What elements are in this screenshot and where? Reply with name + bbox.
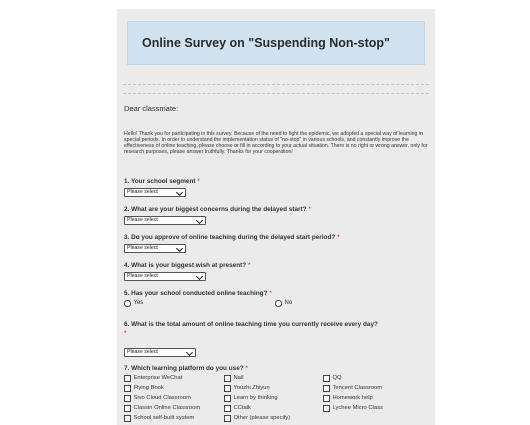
- option-qq[interactable]: [323, 375, 342, 382]
- concerns-select[interactable]: [124, 216, 206, 225]
- survey-title: Online Survey on "Suspending Non-stop": [142, 36, 390, 50]
- divider: [123, 84, 429, 85]
- select-value: Please select: [127, 273, 158, 279]
- checkbox-icon: [224, 405, 231, 412]
- question-label: 5. Has your school conducted online teaching?: [124, 290, 268, 297]
- required-mark: *: [197, 178, 200, 185]
- divider: [123, 93, 429, 94]
- option-nail[interactable]: [224, 375, 244, 382]
- chevron-down-icon: [196, 273, 203, 280]
- teaching-time-select[interactable]: [124, 348, 196, 357]
- checkbox-icon: [224, 415, 231, 422]
- option-school-self-built-system[interactable]: [124, 415, 194, 422]
- question-2: [124, 206, 311, 213]
- required-mark: *: [308, 206, 311, 213]
- chevron-down-icon: [186, 349, 193, 356]
- question-5: [124, 290, 272, 297]
- checkbox-icon: [323, 375, 330, 382]
- wish-select[interactable]: [124, 272, 206, 281]
- option-enterprise-wechat[interactable]: [124, 375, 182, 382]
- school-segment-select[interactable]: [124, 188, 186, 197]
- question-label: 2. What are your biggest concerns during the delayed start?: [124, 206, 307, 213]
- required-mark: *: [247, 262, 251, 269]
- option-label: Youzhi Zhiyun: [233, 385, 270, 392]
- select-value: Please select: [127, 349, 158, 355]
- required-mark: *: [245, 365, 248, 372]
- radio-no[interactable]: [275, 300, 292, 307]
- question-3: [124, 234, 340, 241]
- option-flying-book[interactable]: [124, 385, 164, 392]
- greeting: Dear classmate:: [124, 104, 179, 113]
- radio-yes[interactable]: [124, 300, 143, 307]
- option-label: CCtalk: [233, 405, 251, 412]
- checkbox-icon: [224, 375, 231, 382]
- option-label: School self-built system: [133, 415, 195, 422]
- required-mark: *: [269, 290, 272, 297]
- checkbox-icon: [124, 375, 131, 382]
- intro-text: Hello! Thank you for participating in this survey. Because of the need to fight the epidemic, we adopted a special way of learning in special periods. In order to understand the implementation status of "no-stop" in various schools, and constantly improve the effectiveness of online teaching, please choose or fill in according to your actual situation. There is no right or wrong answer, only for research purposes, please answer truthfully. Thanks for your cooperation!: [124, 131, 428, 155]
- checkbox-icon: [323, 405, 330, 412]
- radio-circle-icon: [275, 300, 282, 307]
- checkbox-icon: [323, 395, 330, 402]
- question-label: 4. What is your biggest wish at present?: [124, 262, 247, 269]
- checkbox-icon: [124, 415, 131, 422]
- required-mark: *: [337, 234, 340, 241]
- required-mark: *: [124, 330, 127, 337]
- checkbox-icon: [124, 385, 131, 392]
- online-teaching-radio-group: [124, 300, 424, 309]
- approve-select[interactable]: [124, 244, 186, 253]
- question-label: 3. Do you approve of online teaching during the delayed start period?: [124, 234, 336, 241]
- option-label: QQ: [332, 375, 342, 382]
- option-label: Learn by thinking: [233, 395, 278, 402]
- chevron-down-icon: [196, 217, 203, 224]
- radio-label: No: [284, 300, 293, 307]
- checkbox-icon: [124, 395, 131, 402]
- checkbox-icon: [124, 405, 131, 412]
- option-classin-online-classroom[interactable]: [124, 405, 200, 412]
- question-1: [124, 178, 200, 185]
- option-label: Other (please specify): [233, 415, 291, 422]
- question-label: 1. Your school segment: [124, 178, 196, 185]
- option-lychee-micro-class[interactable]: [323, 405, 383, 412]
- question-label: 7. Which learning platform do you use?: [124, 365, 244, 372]
- select-value: Please select: [127, 217, 158, 223]
- radio-circle-icon: [124, 300, 131, 307]
- option-homework-help[interactable]: [323, 395, 373, 402]
- option-label: Nail: [233, 375, 244, 382]
- chevron-down-icon: [176, 245, 183, 252]
- option-sivo-cloud-classroom[interactable]: [124, 395, 191, 402]
- option-label: Enterprise WeChat: [133, 375, 183, 382]
- radio-label: Yes: [133, 300, 144, 307]
- checkbox-icon: [224, 395, 231, 402]
- select-value: Please select: [127, 245, 158, 251]
- checkbox-icon: [323, 385, 330, 392]
- option-label: Sivo Cloud Classroom: [133, 395, 191, 402]
- option-label: Tencent Classroom: [332, 385, 383, 392]
- option-label: Flying Book: [133, 385, 164, 392]
- option-label: Classin Online Classroom: [133, 405, 201, 412]
- option-label: Lychee Micro Class: [332, 405, 383, 412]
- question-label: 6. What is the total amount of online teaching time you currently receive every day?: [124, 321, 378, 328]
- survey-header: [127, 21, 425, 65]
- option-learn-by-thinking[interactable]: [224, 395, 278, 402]
- option-label: Homework help: [332, 395, 373, 402]
- chevron-down-icon: [176, 189, 183, 196]
- survey-card: [117, 9, 435, 425]
- option-cctalk[interactable]: [224, 405, 251, 412]
- question-6: [124, 320, 428, 338]
- checkbox-icon: [224, 385, 231, 392]
- option-youzhi-zhiyun[interactable]: [224, 385, 270, 392]
- option-tencent-classroom[interactable]: [323, 385, 382, 392]
- question-4: [124, 262, 250, 269]
- select-value: Please select: [127, 189, 158, 195]
- question-7: [124, 365, 248, 372]
- option-other[interactable]: [224, 415, 290, 422]
